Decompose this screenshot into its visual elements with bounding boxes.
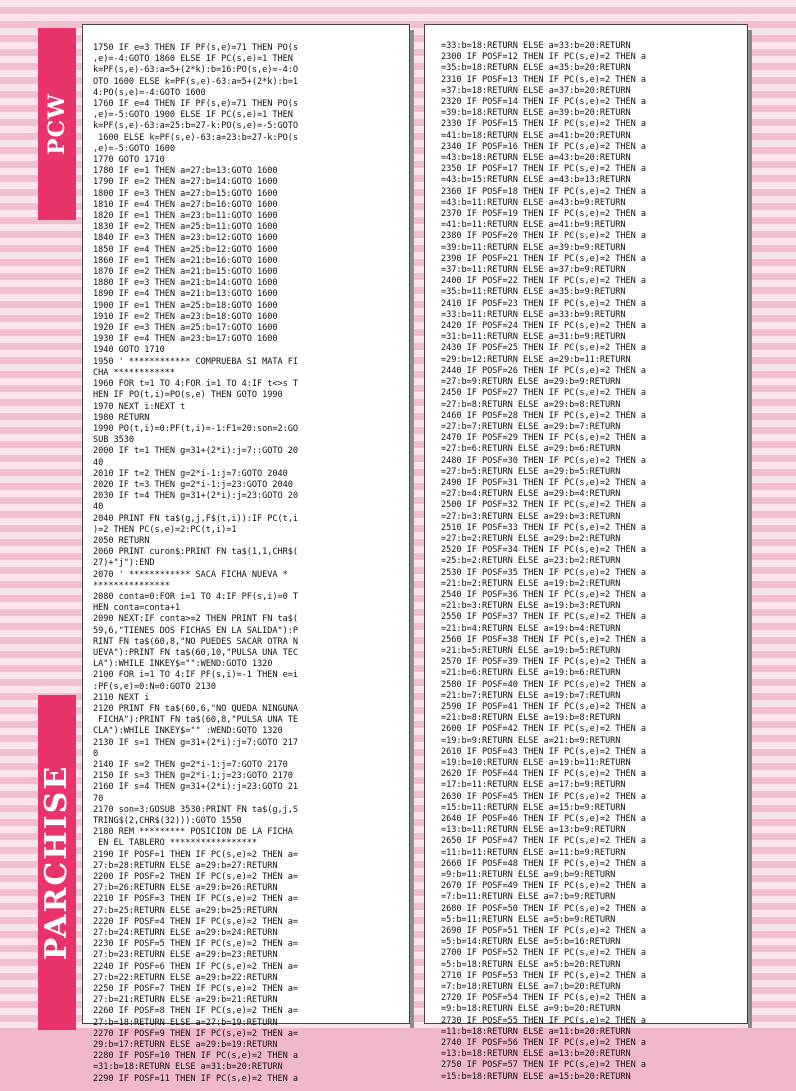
code-line: 2580 IF POSF=40 THEN IF PC(s,e)=2 THEN a <box>441 679 646 690</box>
code-line: 1770 GOTO 1710 <box>93 155 165 166</box>
code-line: :PF(s,e)=0:N=0:GOTO 2130 <box>93 681 216 692</box>
code-line: OTO 1600 ELSE k=PF(s,e)-63:a=5+(2*k):b=1 <box>93 76 298 87</box>
code-line: UEVA"):PRINT FN ta$(60,10,"PULSA UNA TEC <box>93 647 298 658</box>
code-line: =27:b=6:RETURN ELSE a=29:b=6:RETURN <box>441 444 621 455</box>
code-line: 2700 IF POSF=52 THEN IF PC(s,e)=2 THEN a <box>441 948 646 959</box>
code-line: 2190 IF POSF=1 THEN IF PC(s,e)=2 THEN a= <box>93 849 298 860</box>
code-line: =13:b=11:RETURN ELSE a=13:b=9:RETURN <box>441 825 626 836</box>
code-line: LA"):WHILE INKEY$="":WEND:GOTO 1320 <box>93 659 273 670</box>
code-line: 2680 IF POSF=50 THEN IF PC(s,e)=2 THEN a <box>441 903 646 914</box>
code-line: =25:b=2:RETURN ELSE a=23:b=2:RETURN <box>441 556 621 567</box>
code-line: 2510 IF POSF=33 THEN IF PC(s,e)=2 THEN a <box>441 522 646 533</box>
code-line: 2310 IF POSF=13 THEN IF PC(s,e)=2 THEN a <box>441 74 646 85</box>
code-line: 1930 IF e=4 THEN a=23:b=17:GOTO 1600 <box>93 334 278 345</box>
code-line: =31:b=18:RETURN ELSE a=31:b=20:RETURN <box>93 1062 283 1073</box>
code-line: =39:b=18:RETURN ELSE a=39:b=20:RETURN <box>441 108 631 119</box>
code-line: 2130 IF s=1 THEN g=31+(2*i):j=7:GOTO 217 <box>93 737 298 748</box>
code-line: 2460 IF POSF=28 THEN IF PC(s,e)=2 THEN a <box>441 410 646 421</box>
code-line: =37:b=18:RETURN ELSE a=37:b=20:RETURN <box>441 85 631 96</box>
program-title-label: PARCHISE <box>39 764 75 961</box>
code-line: 2170 son=3:GOSUB 3530:PRINT FN ta$(g,j,S <box>93 804 298 815</box>
code-line: 2410 IF POSF=23 THEN IF PC(s,e)=2 THEN a <box>441 298 646 309</box>
code-line: 2750 IF POSF=57 THEN IF PC(s,e)=2 THEN a <box>441 1060 646 1071</box>
code-line: =43:b=15:RETURN ELSE a=43:b=13:RETURN <box>441 175 631 186</box>
code-line: 2630 IF POSF=45 THEN IF PC(s,e)=2 THEN a <box>441 791 646 802</box>
section-tab-pcw <box>38 28 76 220</box>
code-line: 27:b=21:RETURN ELSE a=29:b=21:RETURN <box>93 995 278 1006</box>
code-line: 1870 IF e=2 THEN a=21:b=15:GOTO 1600 <box>93 267 278 278</box>
code-line: 2090 NEXT:IF conta>=2 THEN PRINT FN ta$( <box>93 614 298 625</box>
code-listing-left <box>83 25 409 1085</box>
code-line: =35:b=18:RETURN ELSE a=35:b=20:RETURN <box>441 63 631 74</box>
code-line: 2120 PRINT FN ta$(60,6,"NO QUEDA NINGUNA <box>93 703 298 714</box>
code-line: =27:b=3:RETURN ELSE a=29:b=3:RETURN <box>441 511 621 522</box>
code-line: =21:b=3:RETURN ELSE a=19:b=3:RETURN <box>441 601 621 612</box>
code-line: =9:b=18:RETURN ELSE a=9:b=20:RETURN <box>441 1004 621 1015</box>
code-line: 1830 IF e=2 THEN a=25:b=11:GOTO 1600 <box>93 222 278 233</box>
code-line: 2020 IF t=3 THEN g=2*i-1:j=23:GOTO 2040 <box>93 479 293 490</box>
code-line: 1820 IF e=1 THEN a=23:b=11:GOTO 1600 <box>93 211 278 222</box>
code-line: =43:b=18:RETURN ELSE a=43:b=20:RETURN <box>441 153 631 164</box>
code-line: 2690 IF POSF=51 THEN IF PC(s,e)=2 THEN a <box>441 926 646 937</box>
code-line: 2230 IF POSF=5 THEN IF PC(s,e)=2 THEN a= <box>93 939 298 950</box>
code-line: 27)+"j"):END <box>93 558 155 569</box>
code-line: =27:b=7:RETURN ELSE a=29:b=7:RETURN <box>441 421 621 432</box>
code-line: RINT FN ta$(60,8,"NO PUEDES SACAR OTRA N <box>93 636 298 647</box>
code-line: 27:b=26:RETURN ELSE a=29:b=26:RETURN <box>93 883 278 894</box>
code-line: 2540 IF POSF=36 THEN IF PC(s,e)=2 THEN a <box>441 589 646 600</box>
code-line: 1810 IF e=4 THEN a=27:b=16:GOTO 1600 <box>93 199 278 210</box>
code-line: 2320 IF POSF=14 THEN IF PC(s,e)=2 THEN a <box>441 97 646 108</box>
code-line: =5:b=18:RETURN ELSE a=5:b=20:RETURN <box>441 959 621 970</box>
code-line: 27:b=25:RETURN ELSE a=29:b=25:RETURN <box>93 905 278 916</box>
code-line: =37:b=11:RETURN ELSE a=37:b=9:RETURN <box>441 265 626 276</box>
code-line: 1970 NEXT i:NEXT t <box>93 401 186 412</box>
code-line: 2570 IF POSF=39 THEN IF PC(s,e)=2 THEN a <box>441 657 646 668</box>
code-line: 1600 ELSE k=PF(s,e)-63:a=23:b=27-k:PO(s <box>93 132 298 143</box>
code-line: 2110 NEXT i <box>93 692 150 703</box>
code-line: 2270 IF POSF=9 THEN IF PC(s,e)=2 THEN a= <box>93 1028 298 1039</box>
code-line: 40 <box>93 502 104 513</box>
code-line: TRING$(2,CHR$(32))):GOTO 1550 <box>93 816 242 827</box>
code-line: =43:b=11:RETURN ELSE a=43:b=9:RETURN <box>441 197 626 208</box>
code-line: 2550 IF POSF=37 THEN IF PC(s,e)=2 THEN a <box>441 612 646 623</box>
code-line: 2000 IF t=1 THEN g=31+(2*i):j=7::GOTO 20 <box>93 446 298 457</box>
code-line: 1800 IF e=3 THEN a=27:b=15:GOTO 1600 <box>93 188 278 199</box>
code-listing-right <box>425 25 747 1083</box>
code-line: 2670 IF POSF=49 THEN IF PC(s,e)=2 THEN a <box>441 881 646 892</box>
code-line: =21:b=4:RETURN ELSE a=19:b=4:RETURN <box>441 623 621 634</box>
code-line: 2610 IF POSF=43 THEN IF PC(s,e)=2 THEN a <box>441 746 646 757</box>
code-line: 2490 IF POSF=31 THEN IF PC(s,e)=2 THEN a <box>441 477 646 488</box>
code-line: =5:b=11:RETURN ELSE a=5:b=9:RETURN <box>441 914 616 925</box>
code-line: =39:b=11:RETURN ELSE a=39:b=9:RETURN <box>441 242 626 253</box>
code-line: =27:b=4:RETURN ELSE a=29:b=4:RETURN <box>441 489 621 500</box>
code-line: 2280 IF POSF=10 THEN IF PC(s,e)=2 THEN a <box>93 1051 298 1062</box>
code-line: ,e)=-5:GOTO 1900 ELSE IF PC(s,e)=1 THEN <box>93 110 293 121</box>
code-line: k=PF(s,e)-63:a=5+(2*k):b=16:PO(s,e)=-4:O <box>93 65 298 76</box>
right-column-shadow <box>748 30 752 1028</box>
code-line: 2180 REM ********* POSICION DE LA FICHA <box>93 827 293 838</box>
code-line: 29:b=17:RETURN ELSE a=29:b=19:RETURN <box>93 1040 278 1051</box>
code-line: =15:b=11:RETURN ELSE a=15:b=9:RETURN <box>441 802 626 813</box>
code-line: 2200 IF POSF=2 THEN IF PC(s,e)=2 THEN a= <box>93 872 298 883</box>
section-tab-label: PCW <box>44 93 71 155</box>
code-line: 2390 IF POSF=21 THEN IF PC(s,e)=2 THEN a <box>441 253 646 264</box>
code-line: 1840 IF e=3 THEN a=23:b=12:GOTO 1600 <box>93 233 278 244</box>
code-line: *************** <box>93 580 170 591</box>
code-line: 2530 IF POSF=35 THEN IF PC(s,e)=2 THEN a <box>441 567 646 578</box>
code-line: 2420 IF POSF=24 THEN IF PC(s,e)=2 THEN a <box>441 321 646 332</box>
code-line: 2290 IF POSF=11 THEN IF PC(s,e)=2 THEN a <box>93 1073 298 1084</box>
code-line: 2600 IF POSF=42 THEN IF PC(s,e)=2 THEN a <box>441 724 646 735</box>
code-line: k=PF(s,e)-63:a=25:b=27-k:PO(s,e)=-5:GOTO <box>93 121 298 132</box>
code-line: 2030 IF t=4 THEN g=31+(2*i):j=23:GOTO 20 <box>93 491 298 502</box>
code-line: 1790 IF e=2 THEN a=27:b=14:GOTO 1600 <box>93 177 278 188</box>
code-line: 1880 IF e=3 THEN a=21:b=14:GOTO 1600 <box>93 278 278 289</box>
code-line: 2660 IF POSF=48 THEN IF PC(s,e)=2 THEN a <box>441 858 646 869</box>
code-line: 2480 IF POSF=30 THEN IF PC(s,e)=2 THEN a <box>441 455 646 466</box>
code-line: 70 <box>93 793 104 804</box>
code-line: =33:b=11:RETURN ELSE a=33:b=9:RETURN <box>441 309 626 320</box>
code-line: 1890 IF e=4 THEN a=21:b=13:GOTO 1600 <box>93 289 278 300</box>
code-line: 1980 RETURN <box>93 412 150 423</box>
code-line: 2040 PRINT FN ta$(g,j,F$(t,i)):IF PC(t,i <box>93 513 298 524</box>
code-line: CLA"):WHILE INKEY$="" :WEND:GOTO 1320 <box>93 726 283 737</box>
code-line: 2380 IF POSF=20 THEN IF PC(s,e)=2 THEN a <box>441 231 646 242</box>
code-line: =15:b=18:RETURN ELSE a=15:b=20:RETURN <box>441 1071 631 1082</box>
code-line: 2050 RETURN <box>93 535 150 546</box>
code-line: 1940 GOTO 1710 <box>93 345 165 356</box>
code-line: EN EL TABLERO ***************** <box>93 838 257 849</box>
code-line: 2740 IF POSF=56 THEN IF PC(s,e)=2 THEN a <box>441 1038 646 1049</box>
code-line: )=2 THEN PC(s,e)=2:PC(t,i)=1 <box>93 524 237 535</box>
code-line: 1860 IF e=1 THEN a=21:b=16:GOTO 1600 <box>93 255 278 266</box>
code-line: 4:PO(s,e)=-4:GOTO 1600 <box>93 87 206 98</box>
code-line: HEN conta=conta+1 <box>93 603 181 614</box>
code-line: 2100 FOR i=1 TO 4:IF PF(s,i)=-1 THEN e=i <box>93 670 298 681</box>
code-line: 2140 IF s=2 THEN g=2*i-1:j=7:GOTO 2170 <box>93 760 288 770</box>
code-line: 2350 IF POSF=17 THEN IF PC(s,e)=2 THEN a <box>441 164 646 175</box>
code-line: =27:b=8:RETURN ELSE a=29:b=8:RETURN <box>441 399 621 410</box>
code-line: =21:b=7:RETURN ELSE a=19:b=7:RETURN <box>441 690 621 701</box>
code-line: 1760 IF e=4 THEN IF PF(s,e)=71 THEN PO(s <box>93 99 298 110</box>
code-line: 2300 IF POSF=12 THEN IF PC(s,e)=2 THEN a <box>441 52 646 63</box>
code-line: =27:b=9:RETURN ELSE a=29:b=9:RETURN <box>441 377 621 388</box>
code-line: =21:b=6:RETURN ELSE a=19:b=6:RETURN <box>441 668 621 679</box>
code-line: =21:b=8:RETURN ELSE a=19:b=8:RETURN <box>441 713 621 724</box>
code-line: =41:b=11:RETURN ELSE a=41:b=9:RETURN <box>441 220 626 231</box>
code-line: 2400 IF POSF=22 THEN IF PC(s,e)=2 THEN a <box>441 276 646 287</box>
code-line: 2450 IF POSF=27 THEN IF PC(s,e)=2 THEN a <box>441 388 646 399</box>
code-line: SUB 3530 <box>93 435 134 446</box>
code-line: 59,6,"TIENES DOS FICHAS EN LA SALIDA"):P <box>93 625 298 636</box>
code-line: =41:b=18:RETURN ELSE a=41:b=20:RETURN <box>441 130 631 141</box>
code-line: HEN IF PO(t,i)=PO(s,e) THEN GOTO 1990 <box>93 390 283 401</box>
code-line: 2430 IF POSF=25 THEN IF PC(s,e)=2 THEN a <box>441 343 646 354</box>
code-line: 2650 IF POSF=47 THEN IF PC(s,e)=2 THEN a <box>441 836 646 847</box>
code-line: 2210 IF POSF=3 THEN IF PC(s,e)=2 THEN a= <box>93 894 298 905</box>
code-line: =21:b=5:RETURN ELSE a=19:b=5:RETURN <box>441 645 621 656</box>
code-line: =11:b=11:RETURN ELSE a=11:b=9:RETURN <box>441 847 626 858</box>
code-line: =13:b=18:RETURN ELSE a=13:b=20:RETURN <box>441 1049 631 1060</box>
listing-column-left <box>82 24 410 1084</box>
code-line: 2720 IF POSF=54 THEN IF PC(s,e)=2 THEN a <box>441 993 646 1004</box>
code-line: 2640 IF POSF=46 THEN IF PC(s,e)=2 THEN a <box>441 814 646 825</box>
code-line: =31:b=11:RETURN ELSE a=31:b=9:RETURN <box>441 332 626 343</box>
code-line: 40 <box>93 457 104 468</box>
code-line: 27:b=24:RETURN ELSE a=29:b=24:RETURN <box>93 928 278 939</box>
code-line: 2360 IF POSF=18 THEN IF PC(s,e)=2 THEN a <box>441 186 646 197</box>
code-line: 2710 IF POSF=53 THEN IF PC(s,e)=2 THEN a <box>441 970 646 981</box>
code-line: 2340 IF POSF=16 THEN IF PC(s,e)=2 THEN a <box>441 141 646 152</box>
code-line: =27:b=2:RETURN ELSE a=29:b=2:RETURN <box>441 533 621 544</box>
code-line: CHA ************ <box>93 367 175 378</box>
code-line: 2260 IF POSF=8 THEN IF PC(s,e)=2 THEN a= <box>93 1006 298 1017</box>
code-line: =29:b=12:RETURN ELSE a=29:b=11:RETURN <box>441 354 631 365</box>
code-line: 2560 IF POSF=38 THEN IF PC(s,e)=2 THEN a <box>441 634 646 645</box>
code-line: =7:b=11:RETURN ELSE a=7:b=9:RETURN <box>441 892 616 903</box>
code-line: 2010 IF t=2 THEN g=2*i-1:j=7:GOTO 2040 <box>93 468 288 479</box>
code-line: =19:b=9:RETURN ELSE a=21:b=9:RETURN <box>441 735 621 746</box>
code-line: 2520 IF POSF=34 THEN IF PC(s,e)=2 THEN a <box>441 545 646 556</box>
code-line: 1950 ' ************ COMPRUEBA SI MATA FI <box>93 356 298 367</box>
code-line: =7:b=18:RETURN ELSE a=7:b=20:RETURN <box>441 982 621 993</box>
code-line: 2060 PRINT curon$:PRINT FN ta$(1,1,CHR$( <box>93 547 298 558</box>
listing-column-right <box>424 24 748 1082</box>
code-line: 2220 IF POSF=4 THEN IF PC(s,e)=2 THEN a= <box>93 916 298 927</box>
code-line: =9:b=11:RETURN ELSE a=9:b=9:RETURN <box>441 870 616 881</box>
code-line: 1780 IF e=1 THEN a=27:b=13:GOTO 1600 <box>93 166 278 177</box>
code-line: 1900 IF e=1 THEN a=25:b=18:GOTO 1600 <box>93 300 278 311</box>
code-line: =35:b=11:RETURN ELSE a=35:b=9:RETURN <box>441 287 626 298</box>
code-line: =19:b=10:RETURN ELSE a=19:b=11:RETURN <box>441 758 631 768</box>
code-line: 2370 IF POSF=19 THEN IF PC(s,e)=2 THEN a <box>441 209 646 220</box>
code-line: FICHA"):PRINT FN ta$(60,8,"PULSA UNA TE <box>93 715 298 726</box>
code-line: 2620 IF POSF=44 THEN IF PC(s,e)=2 THEN a <box>441 769 646 780</box>
code-line: 27:b=28:RETURN ELSE a=29:b=27:RETURN <box>93 860 278 871</box>
code-line: 1910 IF e=2 THEN a=23:b=18:GOTO 1600 <box>93 311 278 322</box>
code-line: 0 <box>93 748 99 759</box>
code-line: 1750 IF e=3 THEN IF PF(s,e)=71 THEN PO(s <box>93 43 298 53</box>
code-line: =21:b=2:RETURN ELSE a=19:b=2:RETURN <box>441 578 621 589</box>
code-line: =33:b=18:RETURN ELSE a=33:b=20:RETURN <box>441 41 631 51</box>
code-line: 2150 IF s=3 THEN g=2*i-1:j=23:GOTO 2170 <box>93 771 293 782</box>
code-line: =5:b=14:RETURN ELSE a=5:b=16:RETURN <box>441 937 621 948</box>
code-line: ,e)=-4:GOTO 1860 ELSE IF PC(s,e)=1 THEN <box>93 54 293 65</box>
code-line: ,e)=-5:GOTO 1600 <box>93 143 175 154</box>
code-line: 1990 PO(t,i)=0:PF(t,i)=-1:F1=20:son=2:GO <box>93 423 298 434</box>
code-line: 2590 IF POSF=41 THEN IF PC(s,e)=2 THEN a <box>441 701 646 712</box>
code-line: 2160 IF s=4 THEN g=31+(2*i):j=23:GOTO 21 <box>93 782 298 793</box>
code-line: 27:b=23:RETURN ELSE a=29:b=23:RETURN <box>93 950 278 961</box>
code-line: 1850 IF e=4 THEN a=25:b=12:GOTO 1600 <box>93 244 278 255</box>
code-line: 2500 IF POSF=32 THEN IF PC(s,e)=2 THEN a <box>441 500 646 511</box>
code-line: 1920 IF e=3 THEN a=25:b=17:GOTO 1600 <box>93 323 278 334</box>
code-line: 2470 IF POSF=29 THEN IF PC(s,e)=2 THEN a <box>441 433 646 444</box>
left-column-shadow <box>410 30 414 1028</box>
code-line: =27:b=5:RETURN ELSE a=29:b=5:RETURN <box>441 466 621 477</box>
program-title-tab <box>38 695 76 1030</box>
code-line: 27:b=18:RETURN ELSE a=27:b=19:RETURN <box>93 1017 278 1028</box>
code-line: =11:b=18:RETURN ELSE a=11:b=20:RETURN <box>441 1026 631 1037</box>
code-line: 2730 IF POSF=55 THEN IF PC(s,e)=2 THEN a <box>441 1015 646 1026</box>
code-line: 2070 ' ************ SACA FICHA NUEVA * <box>93 569 288 580</box>
code-line: 2330 IF POSF=15 THEN IF PC(s,e)=2 THEN a <box>441 119 646 130</box>
code-line: 2250 IF POSF=7 THEN IF PC(s,e)=2 THEN a= <box>93 984 298 995</box>
code-line: 2440 IF POSF=26 THEN IF PC(s,e)=2 THEN a <box>441 365 646 376</box>
code-line: 2240 IF POSF=6 THEN IF PC(s,e)=2 THEN a= <box>93 961 298 972</box>
code-line: 27:b=22:RETURN ELSE a=29:b=22:RETURN <box>93 972 278 983</box>
code-line: 1960 FOR t=1 TO 4:FOR i=1 TO 4:IF t<>s T <box>93 379 298 390</box>
code-line: =17:b=11:RETURN ELSE a=17:b=9:RETURN <box>441 780 626 791</box>
code-line: 2080 conta=0:FOR i=1 TO 4:IF PF(s,i)=0 T <box>93 591 298 602</box>
